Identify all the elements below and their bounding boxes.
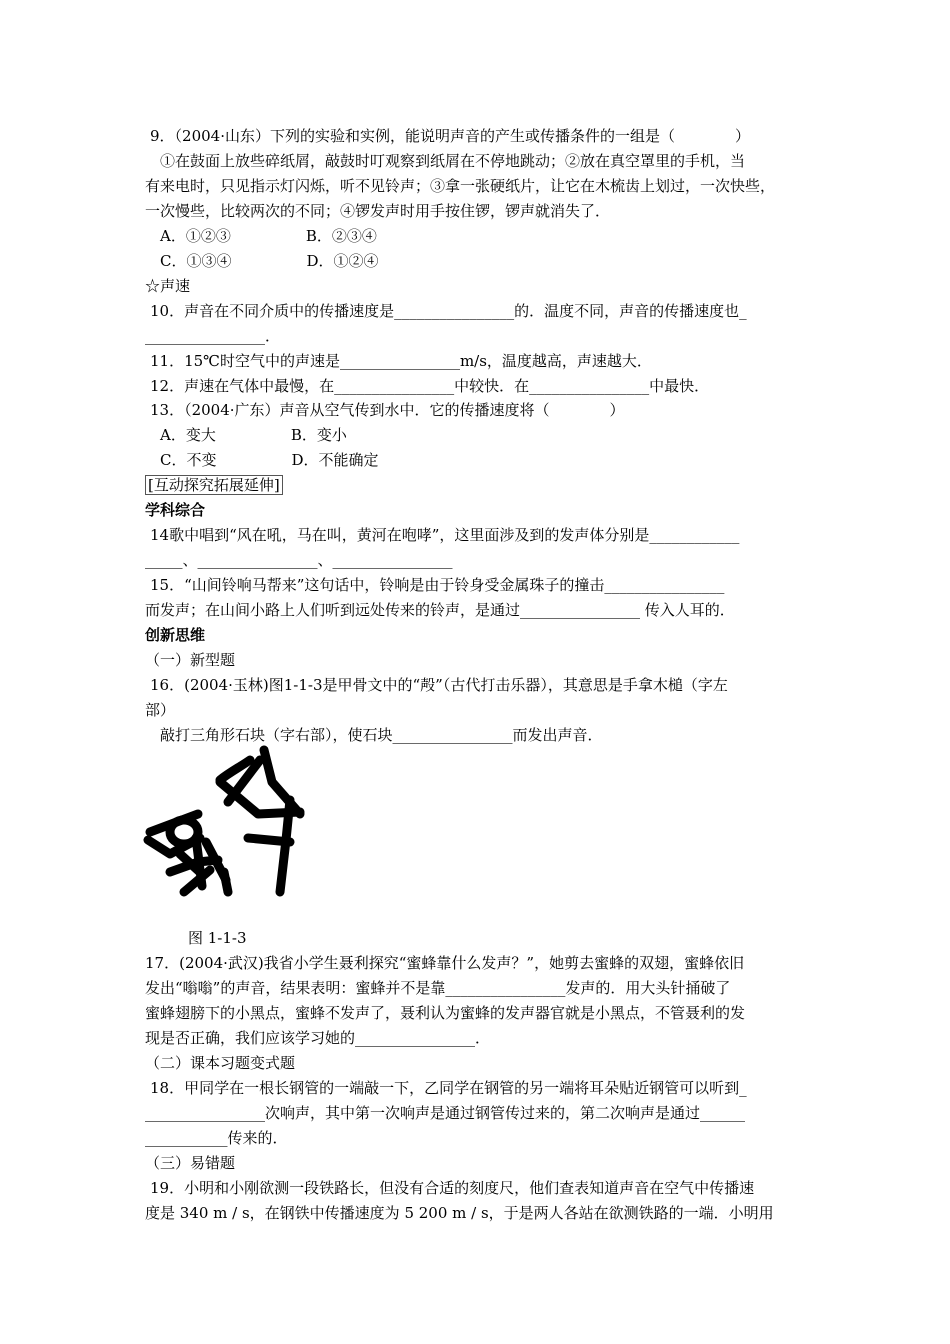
q15-line-2: 而发声；在山间小路上人们听到远处传来的铃声，是通过________________ 传入人耳的． (145, 601, 735, 619)
q17-line-4: 现是否正确，我们应该学习她的________________． (145, 1029, 491, 1047)
subsection-error-prone: （三）易错题 (145, 1154, 236, 1172)
q9-stem: 9．（2004·山东）下列的实验和实例，能说明声音的产生或传播条件的一组是（ ） (150, 127, 750, 145)
q17-line-3: 蜜蜂翅膀下的小黑点，蜜蜂不发声了，聂利认为蜜蜂的发声器官就是小黑点，不管聂利的发 (145, 1004, 746, 1022)
q18-line-2: ________________次响声，其中第一次响声是通过钢管传过来的，第二次响声是通过______ (145, 1104, 746, 1122)
q18-line-3: ___________传来的． (145, 1129, 288, 1147)
q17-line-1: 17．(2004·武汉)我省小学生聂利探究“蜜蜂靠什么发声？”，她剪去蜜蜂的双翅，蜜蜂依旧 (145, 954, 745, 972)
q16-line-2: 部） (145, 701, 176, 719)
q18-line-1: 18．甲同学在一根长钢管的一端敲一下，乙同学在钢管的另一端将耳朵贴近钢管可以听到_ (150, 1079, 747, 1097)
q16-line-1: 16．(2004·玉林)图1-1-3是甲骨文中的“殸”（古代打击乐器），其意思是手拿木槌（字左 (150, 676, 728, 694)
q9-text-line-2: 有来电时，只见指示灯闪烁，听不见铃声；③拿一张硬纸片，让它在木梳齿上划过，一次快些， (145, 177, 776, 195)
section-interactive-extension: [互动探究拓展延伸] (145, 475, 283, 495)
q10-line-2: ________________． (145, 327, 281, 345)
section-sound-speed: ☆声速 (145, 277, 191, 295)
section-subject-integration: 学科综合 (145, 501, 206, 519)
q12: 12．声速在气体中最慢，在________________中较快．在________________中最快． (150, 377, 710, 395)
q9-text-line-1: ①在鼓面上放些碎纸屑，敲鼓时叮观察到纸屑在不停地跳动；②放在真空罩里的手机，当 (145, 152, 746, 170)
q14-line-1: 14歌中唱到“风在吼，马在叫，黄河在咆哮”，这里面涉及到的发声体分别是____________ (150, 526, 740, 544)
q13-options-ab: A．变大 B．变小 (160, 426, 347, 444)
q9-options-cd: C．①③④ D．①②④ (160, 252, 379, 270)
q19-line-2: 度是 340 m / s，在钢铁中传播速度为 5 200 m / s，于是两人各站在欲测铁路的一端．小明用 (145, 1204, 774, 1222)
q13-stem: 13．（2004·广东）声音从空气传到水中．它的传播速度将（ ） (150, 401, 625, 419)
subsection-textbook-variant: （二）课本习题变式题 (145, 1054, 296, 1072)
q11: 11．15℃时空气中的声速是________________m/s，温度越高，声速越大． (150, 352, 652, 370)
q14-line-2: _____、________________、________________ (145, 551, 453, 569)
q9-options-ab: A．①②③ B．②③④ (160, 227, 377, 245)
figure-caption: 图 1-1-3 (188, 929, 247, 947)
q10-line-1: 10．声音在不同介质中的传播速度是________________的．温度不同，声音的传播速度也_ (150, 302, 747, 320)
oracle-bone-character-figure (140, 742, 310, 902)
q17-line-2: 发出“嗡嗡”的声音，结果表明：蜜蜂并不是靠________________发声的．用大头针捅破了 (145, 979, 731, 997)
subsection-new-type: （一）新型题 (145, 651, 236, 669)
q19-line-1: 19．小明和小刚欲测一段铁路长，但没有合适的刻度尺，他们查表知道声音在空气中传播速 (150, 1179, 755, 1197)
q13-options-cd: C．不变 D．不能确定 (160, 451, 379, 469)
q15-line-1: 15．“山间铃响马帮来”这句话中，铃响是由于铃身受金属珠子的撞击________________ (150, 576, 725, 594)
section-innovative-thinking: 创新思维 (145, 626, 206, 644)
q16-line-3: 敲打三角形石块（字右部），使石块________________而发出声音． (145, 726, 603, 744)
q9-text-line-3: 一次慢些，比较两次的不同；④锣发声时用手按住锣，锣声就消失了． (145, 202, 611, 220)
